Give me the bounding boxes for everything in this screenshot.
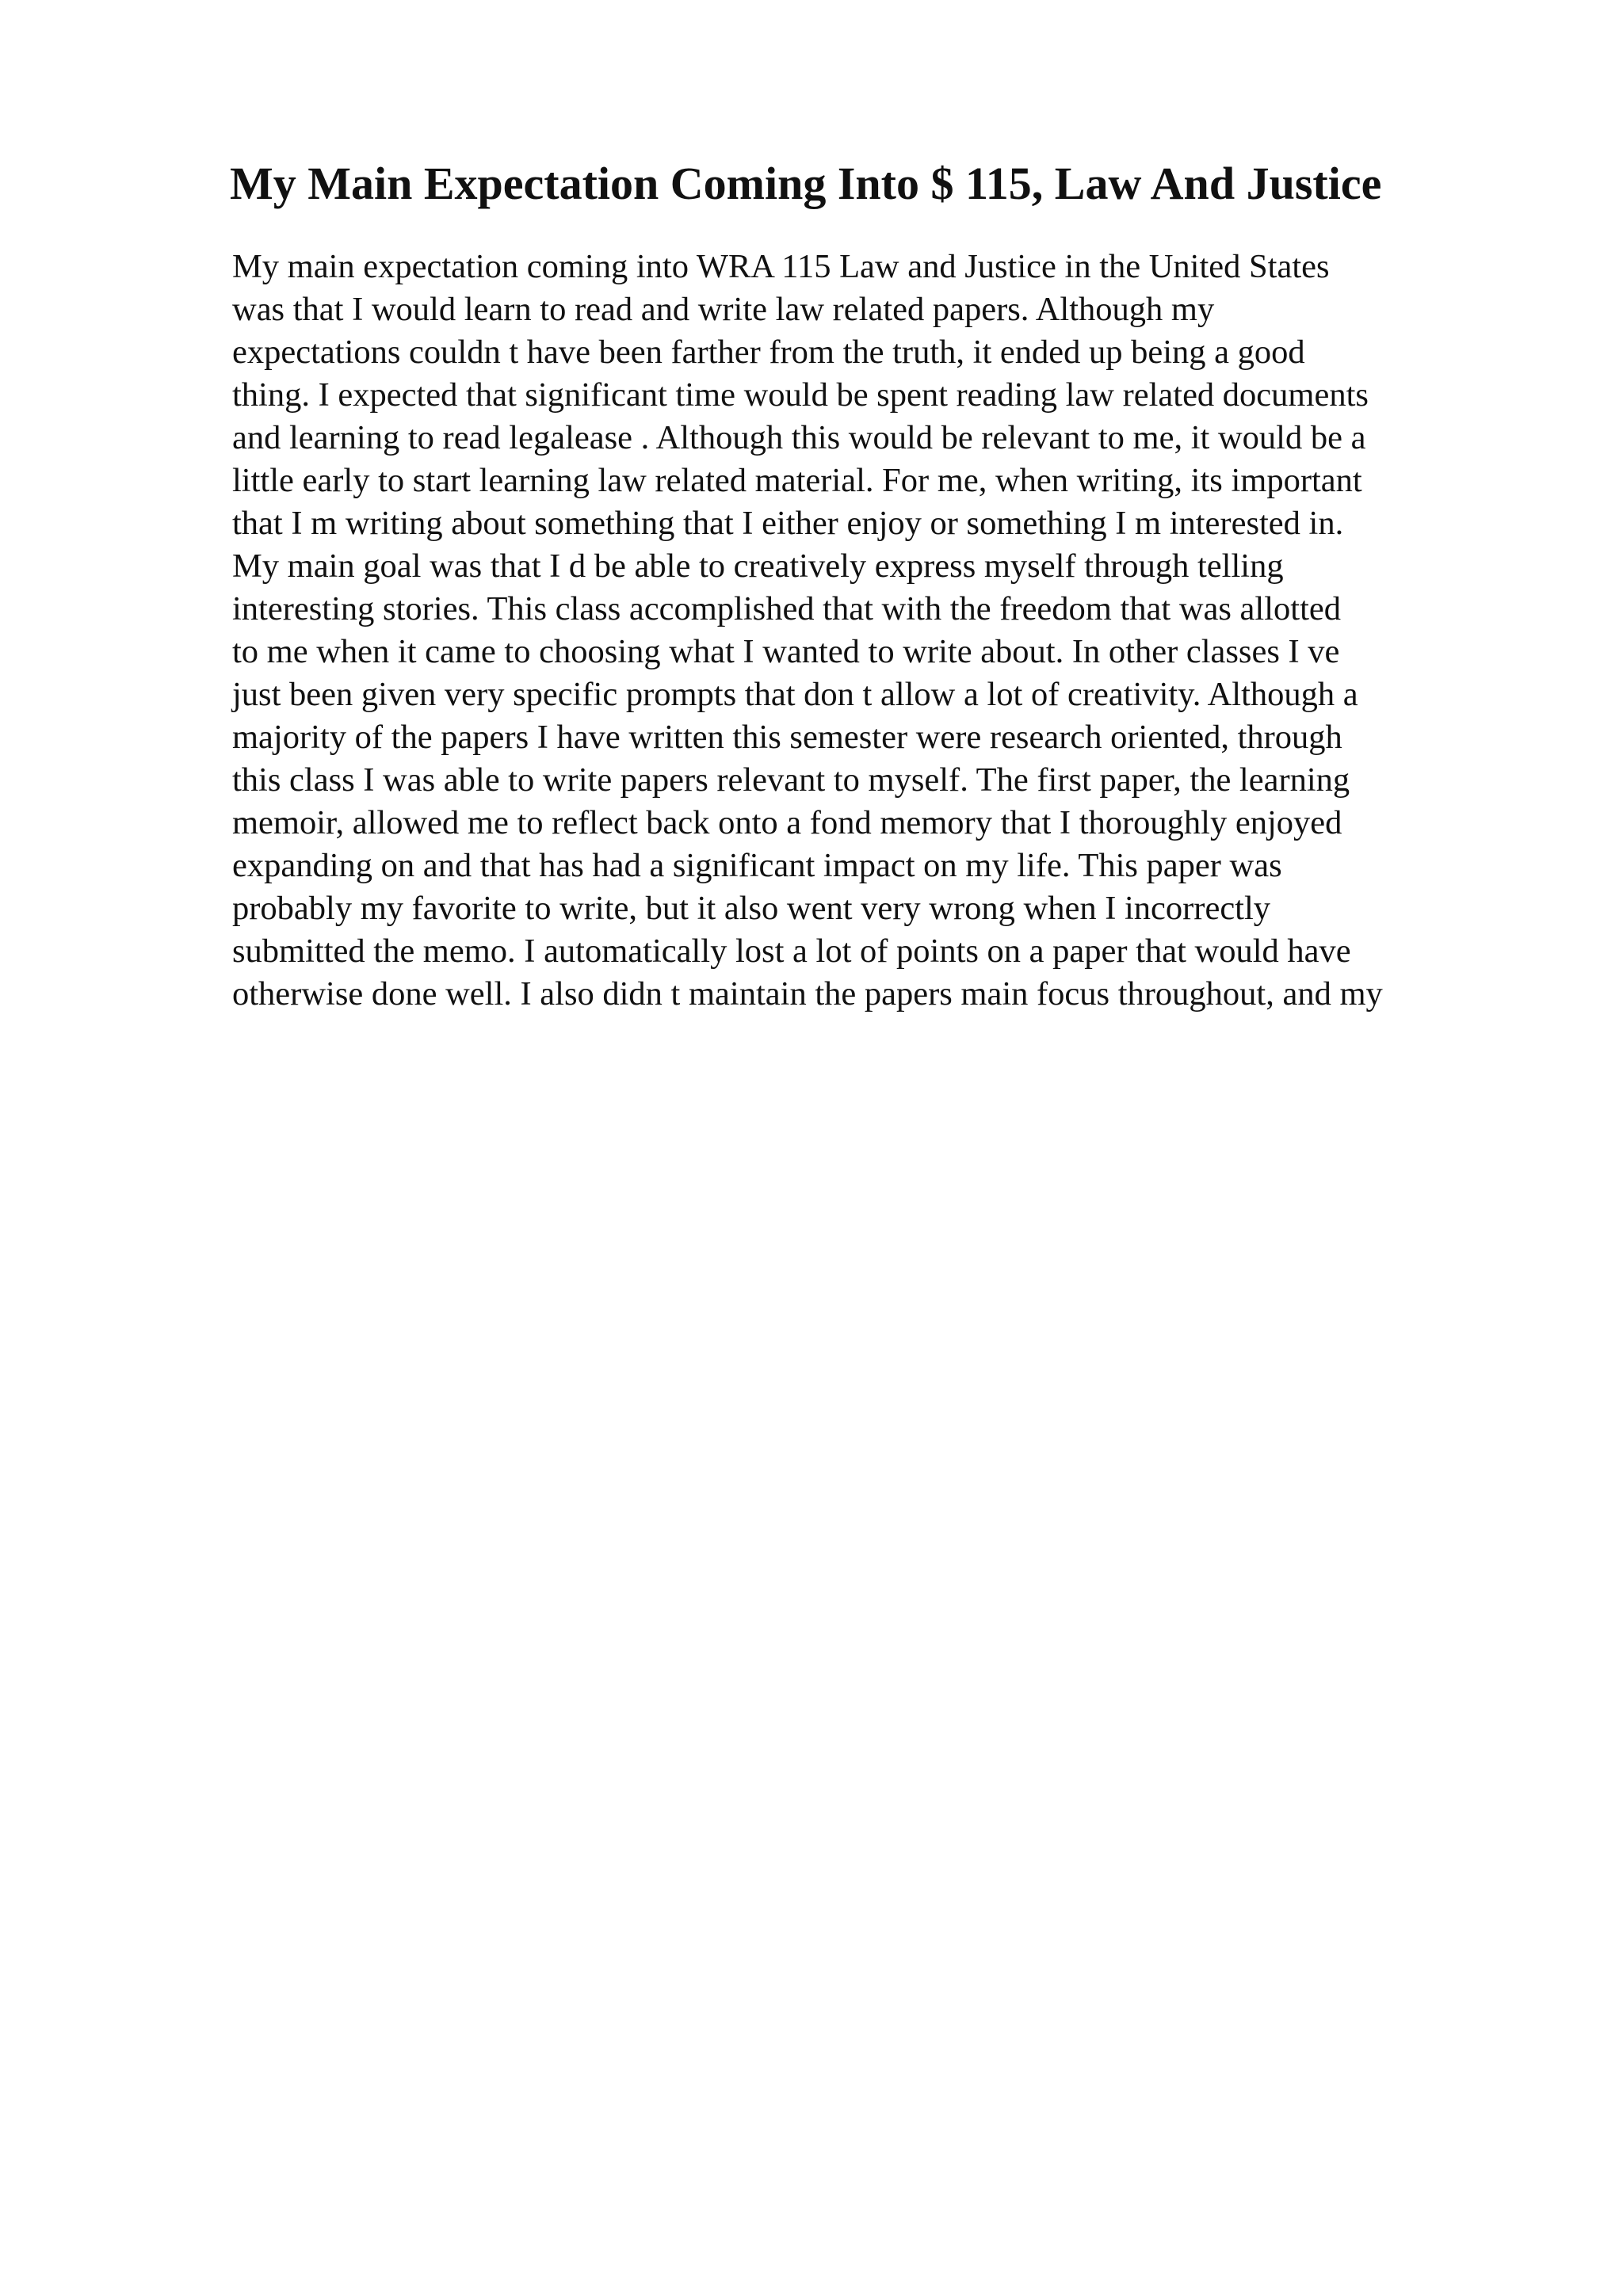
body-line: that I m writing about something that I either enjoy or something I m interested in. — [232, 505, 1344, 542]
body-line: My main goal was that I d be able to creatively express myself through telling — [232, 547, 1284, 585]
body-line: expanding on and that has had a significant impact on my life. This paper was — [232, 847, 1282, 884]
body-line: probably my favorite to write, but it also went very wrong when I incorrectly — [232, 890, 1271, 927]
body-line: memoir, allowed me to reflect back onto a fond memory that I thoroughly enjoyed — [232, 804, 1342, 841]
body-line: was that I would learn to read and write law related papers. Although my — [232, 291, 1215, 328]
body-line: thing. I expected that significant time would be spent reading law related documents — [232, 376, 1369, 414]
body-line: My main expectation coming into WRA 115 Law and Justice in the United States — [232, 248, 1330, 285]
document-body — [232, 246, 1548, 1016]
body-line: and learning to read legalease . Although this would be relevant to me, it would be a — [232, 419, 1366, 456]
body-line: just been given very specific prompts that don t allow a lot of creativity. Although a — [232, 676, 1358, 713]
body-line: otherwise done well. I also didn t maintain the papers main focus throughout, and my — [232, 975, 1383, 1013]
body-line: majority of the papers I have written this semester were research oriented, through — [232, 719, 1342, 756]
document-title: My Main Expectation Coming Into $ 115, Law And Justice — [230, 158, 1382, 209]
body-line: submitted the memo. I automatically lost a lot of points on a paper that would have — [232, 933, 1351, 970]
body-line: interesting stories. This class accomplished that with the freedom that was allotted — [232, 590, 1342, 627]
body-line: this class I was able to write papers relevant to myself. The first paper, the learning — [232, 761, 1350, 799]
body-line: to me when it came to choosing what I wanted to write about. In other classes I ve — [232, 633, 1340, 670]
body-line: expectations couldn t have been farther from the truth, it ended up being a good — [232, 334, 1305, 371]
body-line: little early to start learning law related material. For me, when writing, its important — [232, 462, 1362, 499]
